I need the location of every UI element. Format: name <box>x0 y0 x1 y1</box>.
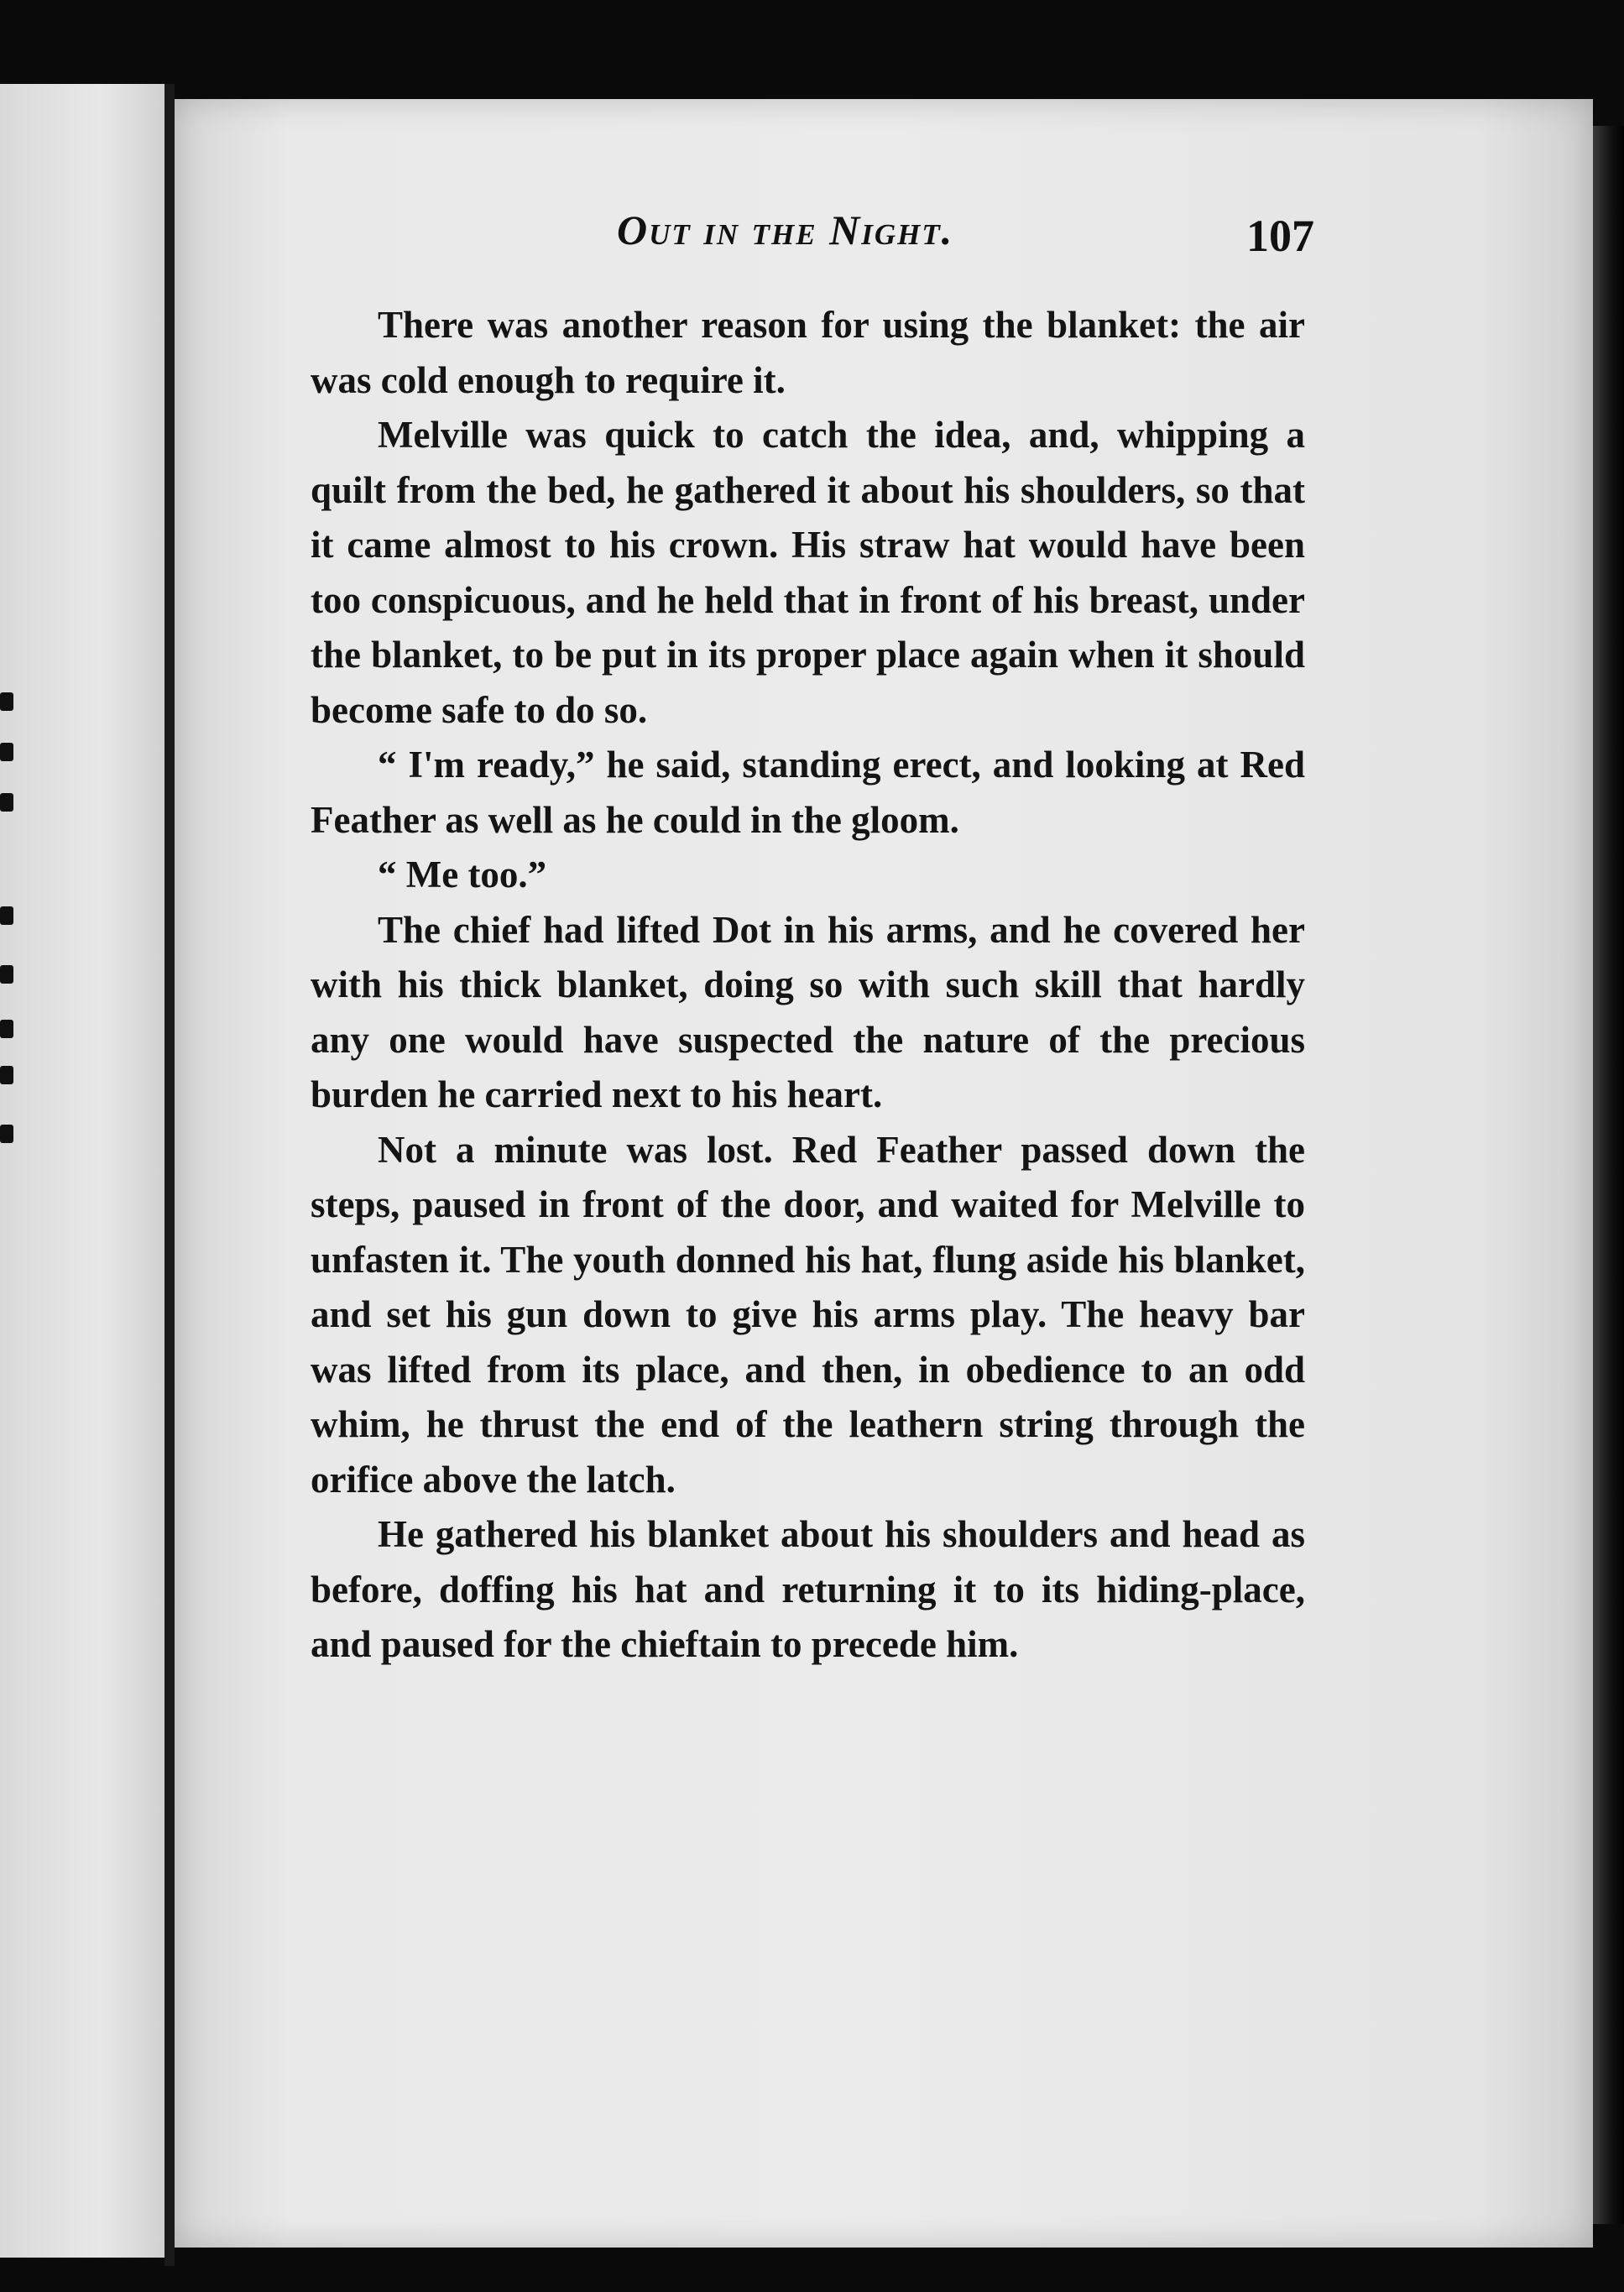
book-spine <box>164 84 175 2266</box>
running-head: Out in the Night. <box>617 206 954 253</box>
paragraph: There was another reason for using the blanket: the air was cold enough to require it. <box>311 304 1305 401</box>
paragraph: The chief had lifted Dot in his arms, and he covered her with his thick blanket, doing so with such skill that hardly any one would have suspected the nature of the precious burden he carried next to his heart. <box>311 908 1305 1115</box>
paragraph: Melville was quick to catch the idea, and, whipping a quilt from the bed, he gathered it about his shoulders, so that it came almost to his crown. His straw hat would have been too conspicuous, and he held that in front of his breast, under the blanket, to be put in its proper place again when it should become safe to do so. <box>311 414 1305 731</box>
text-fragment <box>0 1020 13 1038</box>
text-fragment <box>0 743 13 761</box>
text-fragment <box>0 965 13 984</box>
paragraph: “ I'm ready,” he said, standing erect, and looking at Red Feather as well as he could in the gloom. <box>311 744 1305 841</box>
text-fragment <box>0 1066 13 1084</box>
paragraph: Not a minute was lost. Red Feather passed down the steps, paused in front of the door, and waited for Melville to unfasten it. The youth donned his hat, flung aside his blanket, and set his gun down to give his arms play. The heavy bar was lifted from its place, and then, in obedience to an odd whim, he thrust the end of the leathern string through the orifice above the latch. <box>311 1128 1305 1501</box>
body-text <box>311 298 1305 1673</box>
text-fragment <box>0 692 13 711</box>
paragraph: “ Me too.” <box>378 854 547 895</box>
text-fragment <box>0 906 13 925</box>
page-number: 107 <box>1246 211 1314 261</box>
page-edge-shadow <box>1593 126 1624 2224</box>
previous-page-edge <box>0 84 168 2258</box>
text-fragment <box>0 1125 13 1143</box>
text-fragment <box>0 793 13 812</box>
paragraph: He gathered his blanket about his shoulders and head as before, doffing his hat and returning it to its hiding-place, and paused for the chieftain to precede him. <box>311 1513 1305 1665</box>
